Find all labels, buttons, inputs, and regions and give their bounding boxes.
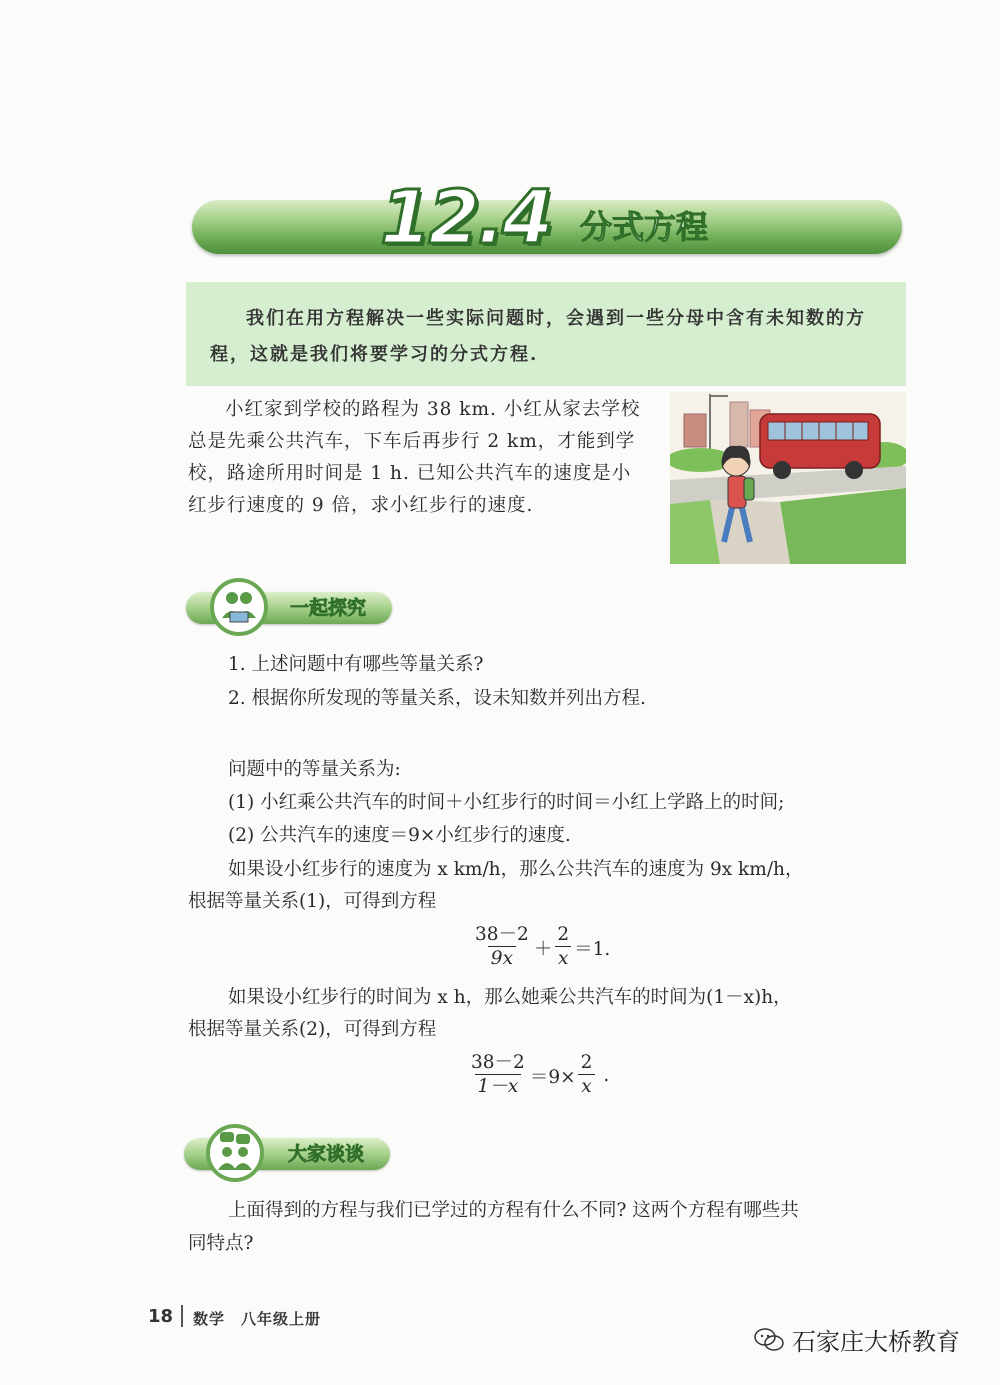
case1-line1: 如果设小红步行的速度为 x km/h，那么公共汽车的速度为 9x km/h， bbox=[228, 859, 804, 880]
eq2-mid: ＝9× bbox=[529, 1066, 576, 1088]
equation-2 bbox=[466, 1052, 609, 1099]
eq1-num2: 2 bbox=[557, 924, 570, 945]
eq2-den1: 1－x bbox=[475, 1074, 522, 1099]
eq1-den1: 9x bbox=[488, 946, 516, 971]
case2-line1: 如果设小红步行的时间为 x h，那么她乘公共汽车的时间为(1－x)h， bbox=[228, 987, 792, 1008]
eq2-num1: 38－2 bbox=[471, 1052, 525, 1073]
relation-2: (2) 公共汽车的速度＝9×小红步行的速度. bbox=[228, 825, 571, 846]
explore-item-2: 2. 根据你所发现的等量关系，设未知数并列出方程. bbox=[228, 688, 646, 709]
eq1-den2: x bbox=[555, 946, 571, 971]
intro-text: 我们在用方程解决一些实际问题时，会遇到一些分母中含有未知数的方程，这就是我们将要学习的分式方程. bbox=[210, 308, 866, 365]
eq2-end: . bbox=[603, 1065, 610, 1086]
discuss-line1: 上面得到的方程与我们已学过的方程有什么不同? 这两个方程有哪些共 bbox=[228, 1200, 799, 1221]
section-number: 12.4 bbox=[380, 175, 551, 261]
watermark-text: 石家庄大桥教育 bbox=[792, 1328, 960, 1356]
people-laptop-icon bbox=[210, 578, 268, 636]
eq1-plus: ＋ bbox=[533, 938, 553, 960]
explore-item-1: 1. 上述问题中有哪些等量关系? bbox=[228, 654, 484, 675]
eq2-fraction-2 bbox=[578, 1052, 596, 1099]
eq1-rhs: ＝1. bbox=[574, 938, 611, 960]
problem-text: 小红家到学校的路程为 38 km. 小红从家去学校总是先乘公共汽车，下车后再步行 2 km，才能到学校，路途所用时间是 1 h. 已知公共汽车的速度是小红步行速度的 9 倍，求小红步行的速度. bbox=[188, 399, 641, 516]
footer-divider bbox=[181, 1305, 183, 1327]
people-chat-icon bbox=[206, 1124, 264, 1182]
equation-1 bbox=[470, 924, 610, 971]
discuss-label: 大家谈谈 bbox=[288, 1143, 365, 1165]
explore-label: 一起探究 bbox=[290, 597, 367, 619]
solution-intro: 问题中的等量关系为: bbox=[228, 759, 401, 780]
bus-girl-illustration bbox=[670, 392, 906, 564]
case1-line2: 根据等量关系(1)，可得到方程 bbox=[188, 891, 437, 912]
discuss-line2: 同特点? bbox=[188, 1233, 254, 1254]
eq2-fraction-1 bbox=[468, 1052, 528, 1099]
eq1-fraction-2 bbox=[554, 924, 572, 971]
eq1-fraction-1 bbox=[472, 924, 532, 971]
relation-1: (1) 小红乘公共汽车的时间＋小红步行的时间＝小红上学路上的时间; bbox=[228, 792, 785, 813]
wechat-icon bbox=[754, 1327, 784, 1353]
case2-line2: 根据等量关系(2)，可得到方程 bbox=[188, 1019, 437, 1040]
eq1-num1: 38－2 bbox=[475, 924, 529, 945]
section-title: 分式方程 bbox=[580, 208, 709, 246]
page-number: 18 bbox=[148, 1306, 174, 1327]
watermark bbox=[754, 1322, 960, 1357]
eq2-den2: x bbox=[578, 1074, 594, 1099]
eq2-num2: 2 bbox=[580, 1052, 593, 1073]
book-title: 数学 八年级上册 bbox=[193, 1310, 322, 1328]
